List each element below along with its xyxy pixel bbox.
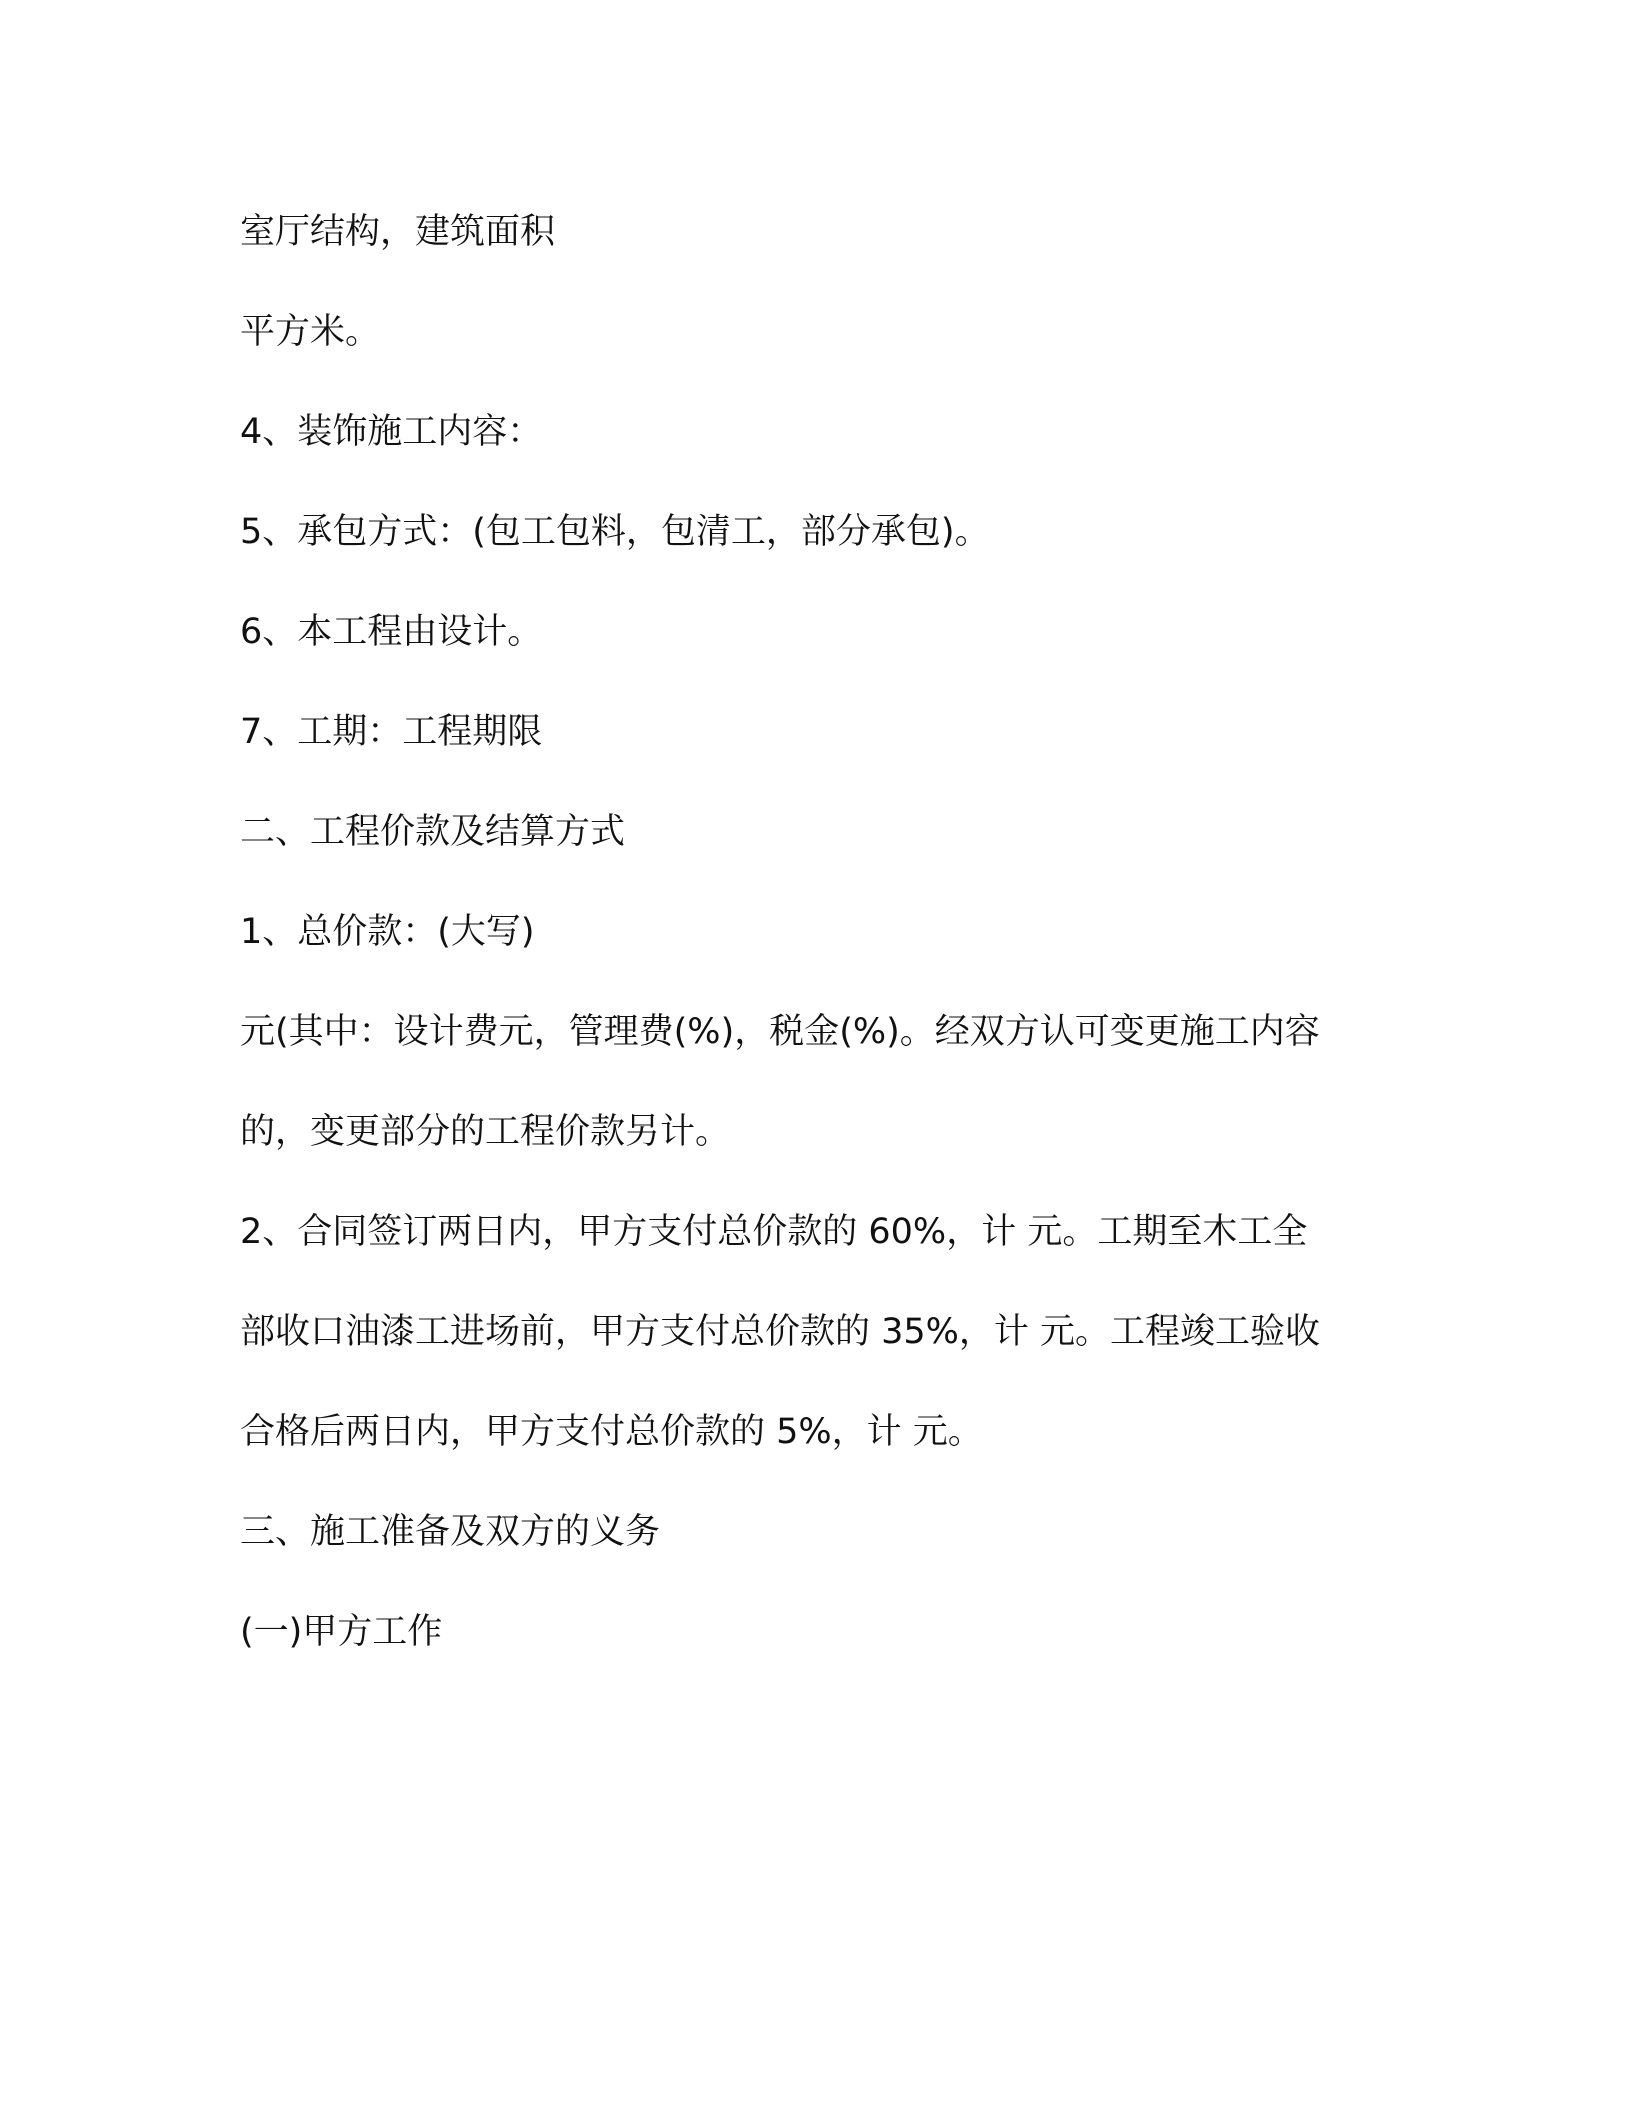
document-body [240,182,1400,1682]
clause-4-decoration-content: 4、装饰施工内容： [240,412,543,452]
text-line-area: 平方米。 [240,312,381,352]
clause-5-contract-method: 5、承包方式：(包工包料，包清工，部分承包)。 [240,512,990,552]
text-line-payment-5: 合格后两日内，甲方支付总价款的 5%，计 元。 [240,1412,983,1452]
section-2-heading: 二、工程价款及结算方式 [240,812,626,852]
section-3-heading: 三、施工准备及双方的义务 [240,1512,661,1552]
text-line-structure: 室厅结构，建筑面积 [240,212,556,252]
text-line-payment-35: 部收口油漆工进场前，甲方支付总价款的 35%，计 元。工程竣工验收 [240,1312,1321,1352]
clause-7-duration: 7、工期：工程期限 [240,712,543,752]
clause-1-total-price: 1、总价款：(大写) [240,912,535,952]
subsection-party-a-work: (一)甲方工作 [240,1612,443,1652]
text-line-price-breakdown: 元(其中：设计费元，管理费(%)，税金(%)。经双方认可变更施工内容 [240,1012,1320,1052]
clause-6-design: 6、本工程由设计。 [240,612,543,652]
clause-2-payment-schedule: 2、合同签订两日内，甲方支付总价款的 60%，计 元。工期至木工全 [240,1212,1308,1252]
text-line-price-change: 的，变更部分的工程价款另计。 [240,1112,731,1152]
